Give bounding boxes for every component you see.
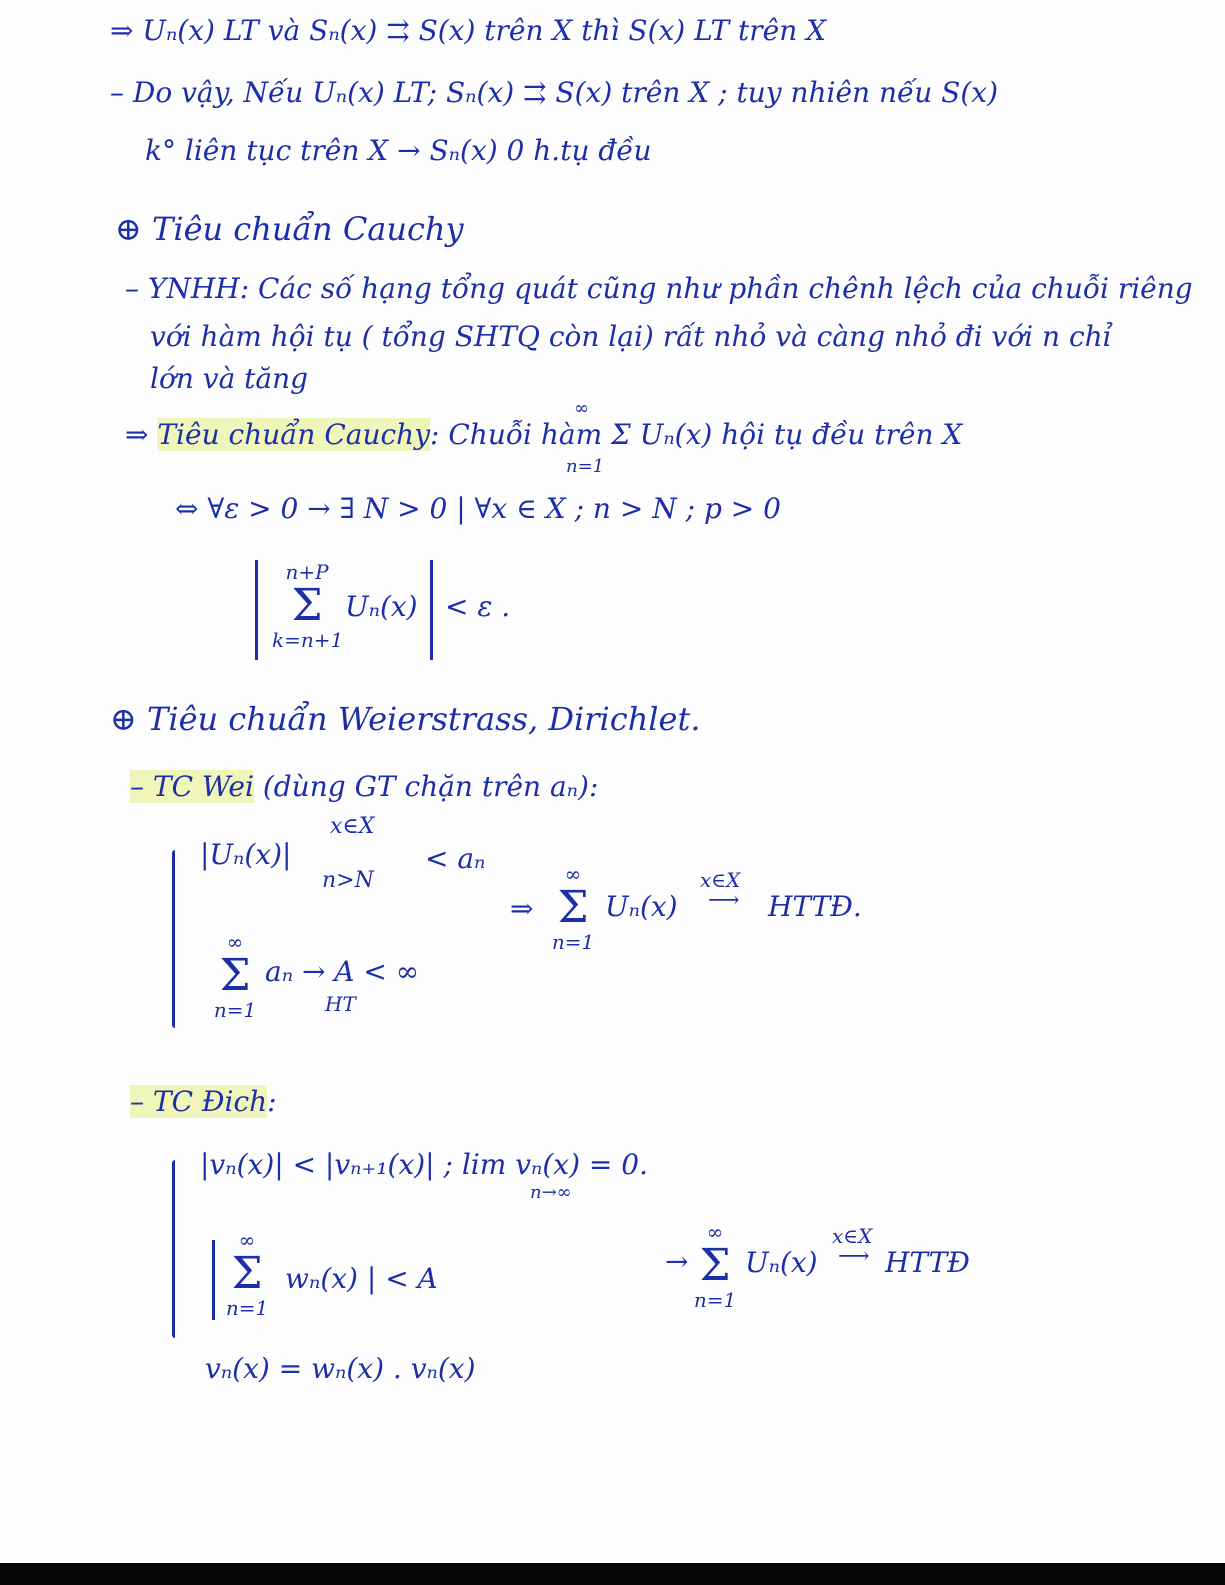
cauchy-condition: ⇔ ∀ε > 0 → ∃ N > 0 | ∀x ∈ X ; n > N ; p > 0 bbox=[175, 492, 781, 525]
wei-heading bbox=[130, 770, 598, 804]
dich-cond-a-sub: n→∞ bbox=[530, 1182, 572, 1203]
wei-result-sum bbox=[548, 862, 598, 954]
ynhh-line-1: – YNHH: Các số hạng tổng quát cũng như phần chênh lệch của chuỗi riêng bbox=[125, 272, 1193, 305]
abs-bar-left bbox=[212, 1240, 215, 1320]
sigma-icon: Σ bbox=[699, 1240, 731, 1291]
cauchy-ineq-top: n+P bbox=[285, 560, 329, 584]
wei-cond-a-sub: n>N bbox=[322, 868, 374, 893]
line-ln-lt: ⇒ Uₙ(x) LT và Sₙ(x) ⇉ S(x) trên X thì S(x) LT trên X bbox=[110, 14, 827, 47]
arrow-icon: ⇒ bbox=[125, 418, 158, 451]
right-arrow-icon: ⟶ bbox=[838, 1244, 870, 1269]
wei-cond-b-sum bbox=[210, 930, 260, 1022]
dich-result-top: ∞ bbox=[706, 1220, 724, 1244]
dich-result-sum bbox=[690, 1220, 740, 1312]
sigma-icon: Σ bbox=[291, 580, 323, 631]
wei-result-arrow-label: x∈X bbox=[700, 868, 741, 892]
cauchy-sum-top: ∞ bbox=[574, 398, 589, 419]
dich-result-bottom: n=1 bbox=[693, 1288, 737, 1312]
dich-result-arrow: → bbox=[665, 1245, 689, 1278]
page-bottom-edge bbox=[0, 1563, 1225, 1585]
sigma-icon: Σ bbox=[231, 1248, 263, 1299]
wei-result-bottom: n=1 bbox=[551, 930, 595, 954]
sigma-icon: Σ bbox=[557, 882, 589, 933]
wei-cond-b-ht: HT bbox=[325, 992, 356, 1016]
dich-product: vₙ(x) = wₙ(x) . vₙ(x) bbox=[205, 1352, 476, 1385]
wei-result-body: Uₙ(x) bbox=[605, 890, 678, 923]
wei-rest: (dùng GT chặn trên aₙ): bbox=[262, 770, 599, 803]
cauchy-ineq-tail: < ε . bbox=[445, 590, 511, 623]
ynhh-line-2: với hàm hội tụ ( tổng SHTQ còn lại) rất nhỏ và càng nhỏ đi với n chỉ bbox=[150, 320, 1112, 353]
dich-cond-b-bottom: n=1 bbox=[225, 1296, 269, 1320]
dich-cond-b-top: ∞ bbox=[238, 1228, 256, 1252]
dich-result-tail: HTTĐ bbox=[885, 1246, 970, 1279]
dich-label: – TC Đich bbox=[130, 1085, 268, 1118]
dich-result-arrow-label: x∈X bbox=[832, 1224, 873, 1248]
cauchy-ineq-bottom: k=n+1 bbox=[272, 628, 344, 652]
wei-brace bbox=[172, 850, 175, 1028]
cauchy-rest: : Chuỗi hàm Σ Uₙ(x) hội tụ đều trên X bbox=[430, 418, 963, 451]
wei-result-arrow: ⇒ bbox=[510, 892, 534, 925]
wei-cond-b-body: aₙ → A < ∞ bbox=[265, 955, 420, 988]
cauchy-label: Tiêu chuẩn Cauchy bbox=[157, 418, 431, 451]
heading-weierstrass-dirichlet: ⊕ Tiêu chuẩn Weierstrass, Dirichlet. bbox=[110, 700, 701, 738]
line-khong-lien-tuc: k° liên tục trên X → Sₙ(x) 0 h.tụ đều bbox=[145, 134, 652, 167]
dich-colon: : bbox=[267, 1085, 277, 1118]
wei-result-tail: HTTĐ. bbox=[768, 890, 862, 923]
abs-bar-right bbox=[430, 560, 433, 660]
wei-cond-b-top: ∞ bbox=[226, 930, 244, 954]
sigma-icon: Σ bbox=[219, 950, 251, 1001]
wei-result-top: ∞ bbox=[564, 862, 582, 886]
dich-cond-b-sum bbox=[222, 1228, 272, 1320]
dich-cond-a: |vₙ(x)| < |vₙ₊₁(x)| ; lim vₙ(x) = 0. bbox=[200, 1148, 648, 1181]
line-do-vay: – Do vậy, Nếu Uₙ(x) LT; Sₙ(x) ⇉ S(x) trên X ; tuy nhiên nếu S(x) bbox=[110, 76, 998, 109]
wei-cond-a-sup: x∈X bbox=[330, 814, 375, 839]
wei-cond-a-tail: < aₙ bbox=[425, 842, 486, 875]
wei-label: – TC Wei bbox=[130, 770, 254, 803]
abs-bar-left bbox=[255, 560, 258, 660]
ynhh-line-3: lớn và tăng bbox=[150, 362, 309, 395]
dich-brace bbox=[172, 1160, 175, 1338]
right-arrow-icon: ⟶ bbox=[708, 888, 740, 913]
dich-heading bbox=[130, 1085, 277, 1119]
heading-cauchy: ⊕ Tiêu chuẩn Cauchy bbox=[115, 210, 464, 248]
dich-cond-b-body: wₙ(x) | < A bbox=[285, 1262, 438, 1295]
cauchy-ineq-sum bbox=[272, 560, 342, 652]
cauchy-sum-bottom: n=1 bbox=[566, 456, 605, 477]
cauchy-ineq-body: Uₙ(x) bbox=[345, 590, 418, 623]
dich-result-body: Uₙ(x) bbox=[745, 1246, 818, 1279]
cauchy-statement bbox=[125, 418, 962, 452]
wei-cond-b-bottom: n=1 bbox=[213, 998, 257, 1022]
wei-cond-a: |Uₙ(x)| bbox=[200, 838, 292, 871]
